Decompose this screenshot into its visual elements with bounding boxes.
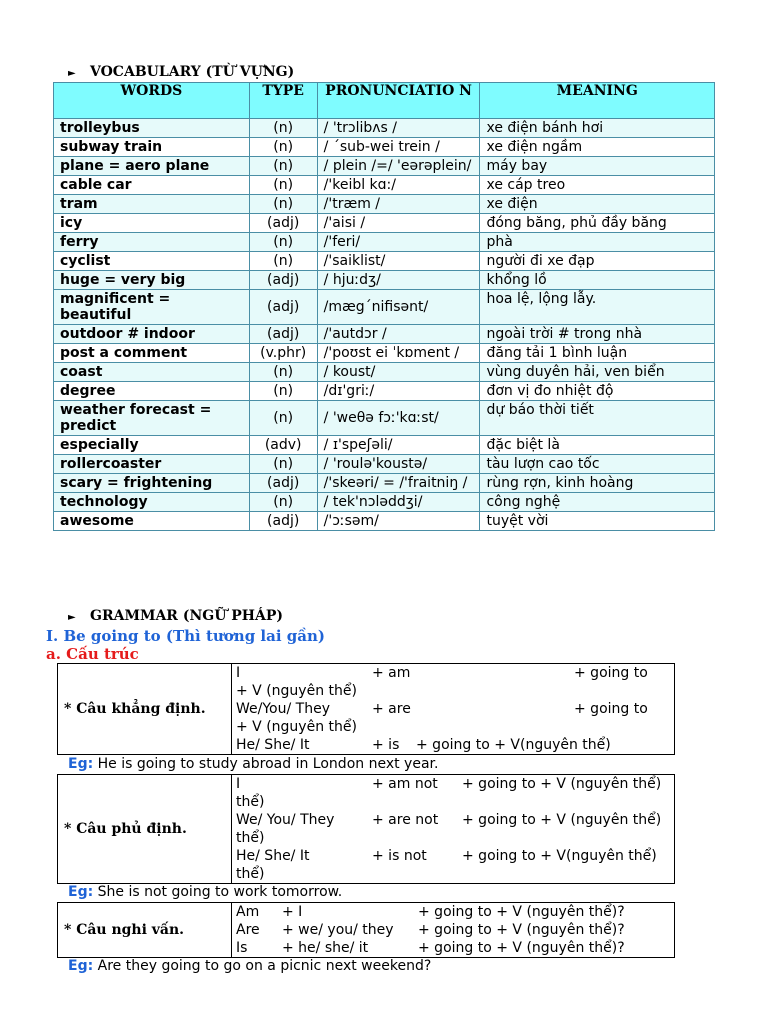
vocab-word: magnificent = beautiful: [54, 290, 250, 325]
negative-content: [232, 775, 675, 884]
vocab-type: (n): [249, 138, 317, 157]
vocab-word: trolleybus: [54, 119, 250, 138]
vocab-word: subway train: [54, 138, 250, 157]
vocab-word: outdoor # indoor: [54, 325, 250, 344]
vocab-word: coast: [54, 363, 250, 382]
vocab-word: rollercoaster: [54, 455, 250, 474]
table-row: [54, 436, 715, 455]
table-row: [54, 344, 715, 363]
vocab-type: (n): [249, 157, 317, 176]
vocab-pronunciation: /'saiklist/: [317, 252, 480, 271]
vocab-word: cyclist: [54, 252, 250, 271]
vocab-type: (adj): [249, 290, 317, 325]
table-header-row: [54, 83, 715, 119]
vocab-word: tram: [54, 195, 250, 214]
vocab-word: scary = frightening: [54, 474, 250, 493]
vocab-pronunciation: / plein /=/ 'eərəplein/: [317, 157, 480, 176]
structure-line: thể): [236, 794, 265, 810]
negative-label: * Câu phủ định.: [58, 775, 232, 884]
structure-line: I + am not + going to + V (nguyên thể): [236, 776, 662, 792]
vocab-type: (adj): [249, 214, 317, 233]
vocab-meaning: phà: [480, 233, 715, 252]
vocab-word: degree: [54, 382, 250, 401]
vocab-meaning: công nghệ: [480, 493, 715, 512]
table-row: [54, 157, 715, 176]
vocab-type: (n): [249, 195, 317, 214]
vocab-meaning: xe điện: [480, 195, 715, 214]
vocab-type: (adj): [249, 325, 317, 344]
table-row: [54, 493, 715, 512]
question-content: [232, 903, 675, 958]
structure-line: + V (nguyên thể): [236, 683, 357, 699]
table-row: [54, 382, 715, 401]
vocab-meaning: tàu lượn cao tốc: [480, 455, 715, 474]
structure-line: He/ She/ It + is + going to + V(nguyên thể): [236, 737, 611, 753]
structure-line: We/You/ They + are + going to: [236, 701, 648, 717]
vocab-meaning: dự báo thời tiết: [480, 401, 715, 436]
table-row: [54, 290, 715, 325]
structure-line: thể): [236, 866, 265, 882]
table-row: [54, 325, 715, 344]
table-row: [54, 401, 715, 436]
section-title: I. Be going to (Thì tương lai gần): [46, 627, 325, 645]
vocabulary-table: [53, 82, 715, 531]
vocab-type: (n): [249, 233, 317, 252]
vocab-type: (adj): [249, 271, 317, 290]
vocab-meaning: đơn vị đo nhiệt độ: [480, 382, 715, 401]
vocab-type: (n): [249, 119, 317, 138]
table-row: [54, 233, 715, 252]
question-label: * Câu nghi vấn.: [58, 903, 232, 958]
vocab-meaning: đăng tải 1 bình luận: [480, 344, 715, 363]
question-table: [57, 902, 675, 958]
table-row: [54, 138, 715, 157]
structure-line: Is + he/ she/ it + going to + V (nguyên thể)?: [236, 940, 625, 956]
vocab-word: plane = aero plane: [54, 157, 250, 176]
vocab-pronunciation: /dɪ'griː/: [317, 382, 480, 401]
question-example: Eg: Are they going to go on a picnic next weekend?: [68, 958, 432, 974]
vocab-type: (n): [249, 455, 317, 474]
table-row: [54, 474, 715, 493]
vocab-word: huge = very big: [54, 271, 250, 290]
vocab-meaning: máy bay: [480, 157, 715, 176]
header-words: WORDS: [54, 83, 250, 119]
table-row: [54, 214, 715, 233]
structure-line: He/ She/ It + is not + going to + V(nguyên thể): [236, 848, 657, 864]
vocab-pronunciation: /'keibl kɑ:/: [317, 176, 480, 195]
vocab-type: (n): [249, 252, 317, 271]
affirmative-label: * Câu khẳng định.: [58, 664, 232, 755]
header-type: TYPE: [249, 83, 317, 119]
vocab-meaning: hoa lệ, lộng lẫy.: [480, 290, 715, 325]
vocab-pronunciation: /'aisi /: [317, 214, 480, 233]
vocab-pronunciation: /'poʊst ei ˈkɒment /: [317, 344, 480, 363]
table-row: [54, 363, 715, 382]
header-pronunciation: PRONUNCIATIO N: [317, 83, 480, 119]
vocab-word: weather forecast = predict: [54, 401, 250, 436]
vocab-meaning: tuyệt vời: [480, 512, 715, 531]
vocab-type: (adj): [249, 512, 317, 531]
vocab-word: especially: [54, 436, 250, 455]
table-row: [54, 195, 715, 214]
vocab-pronunciation: /'skeəri/ = /'fraitniŋ /: [317, 474, 480, 493]
structure-line: + V (nguyên thể): [236, 719, 357, 735]
vocab-pronunciation: /mægˊnifisənt/: [317, 290, 480, 325]
structure-line: We/ You/ They + are not + going to + V (nguyên thể): [236, 812, 662, 828]
table-row: [54, 176, 715, 195]
grammar-heading: ► GRAMMAR (NGỮ PHÁP): [68, 608, 284, 624]
table-row: [54, 455, 715, 474]
vocab-meaning: vùng duyên hải, ven biển: [480, 363, 715, 382]
vocab-meaning: rùng rợn, kinh hoàng: [480, 474, 715, 493]
arrow-bullet-icon: ►: [68, 68, 76, 79]
vocab-word: ferry: [54, 233, 250, 252]
vocab-word: cable car: [54, 176, 250, 195]
vocab-pronunciation: /'feri/: [317, 233, 480, 252]
negative-example: Eg: She is not going to work tomorrow.: [68, 884, 343, 900]
vocab-type: (n): [249, 401, 317, 436]
structure-line: I + am + going to: [236, 665, 648, 681]
vocab-word: awesome: [54, 512, 250, 531]
vocab-type: (v.phr): [249, 344, 317, 363]
structure-line: Are + we/ you/ they + going to + V (nguyên thể)?: [236, 922, 625, 938]
table-row: [54, 271, 715, 290]
vocab-type: (n): [249, 176, 317, 195]
vocab-meaning: xe điện bánh hơi: [480, 119, 715, 138]
affirmative-content: [232, 664, 675, 755]
sub-title: a. Cấu trúc: [46, 645, 139, 663]
table-row: [54, 119, 715, 138]
vocab-pronunciation: /'ɔːsəm/: [317, 512, 480, 531]
header-meaning: MEANING: [480, 83, 715, 119]
table-row: [54, 252, 715, 271]
vocab-pronunciation: / 'weθə fɔː'kɑːst/: [317, 401, 480, 436]
vocab-pronunciation: / koust/: [317, 363, 480, 382]
vocab-pronunciation: /'træm /: [317, 195, 480, 214]
vocab-meaning: đặc biệt là: [480, 436, 715, 455]
vocab-word: post a comment: [54, 344, 250, 363]
vocab-pronunciation: / ˊsub-wei trein /: [317, 138, 480, 157]
vocab-pronunciation: / 'roulə'koustə/: [317, 455, 480, 474]
vocab-type: (n): [249, 382, 317, 401]
vocab-meaning: xe cáp treo: [480, 176, 715, 195]
vocab-type: (n): [249, 493, 317, 512]
affirmative-example: Eg: He is going to study abroad in London next year.: [68, 756, 439, 772]
vocab-word: icy: [54, 214, 250, 233]
vocab-meaning: xe điện ngầm: [480, 138, 715, 157]
vocabulary-heading: ► VOCABULARY (TỪ VỰNG): [68, 64, 295, 80]
vocab-pronunciation: / ɪ'speʃəli/: [317, 436, 480, 455]
vocab-word: technology: [54, 493, 250, 512]
vocab-type: (adv): [249, 436, 317, 455]
arrow-bullet-icon: ►: [68, 612, 76, 623]
vocab-meaning: người đi xe đạp: [480, 252, 715, 271]
vocab-meaning: đóng băng, phủ đầy băng: [480, 214, 715, 233]
vocab-pronunciation: /'autdɔr /: [317, 325, 480, 344]
vocab-meaning: khổng lồ: [480, 271, 715, 290]
structure-line: thể): [236, 830, 265, 846]
structure-line: Am + I + going to + V (nguyên thể)?: [236, 904, 625, 920]
vocab-type: (adj): [249, 474, 317, 493]
vocab-pronunciation: / tek'nɔləddʒi/: [317, 493, 480, 512]
vocab-meaning: ngoài trời # trong nhà: [480, 325, 715, 344]
vocab-pronunciation: / hjuːdʒ/: [317, 271, 480, 290]
vocab-type: (n): [249, 363, 317, 382]
affirmative-table: [57, 663, 675, 755]
table-row: [54, 512, 715, 531]
vocab-pronunciation: / 'trɔlibʌs /: [317, 119, 480, 138]
negative-table: [57, 774, 675, 884]
